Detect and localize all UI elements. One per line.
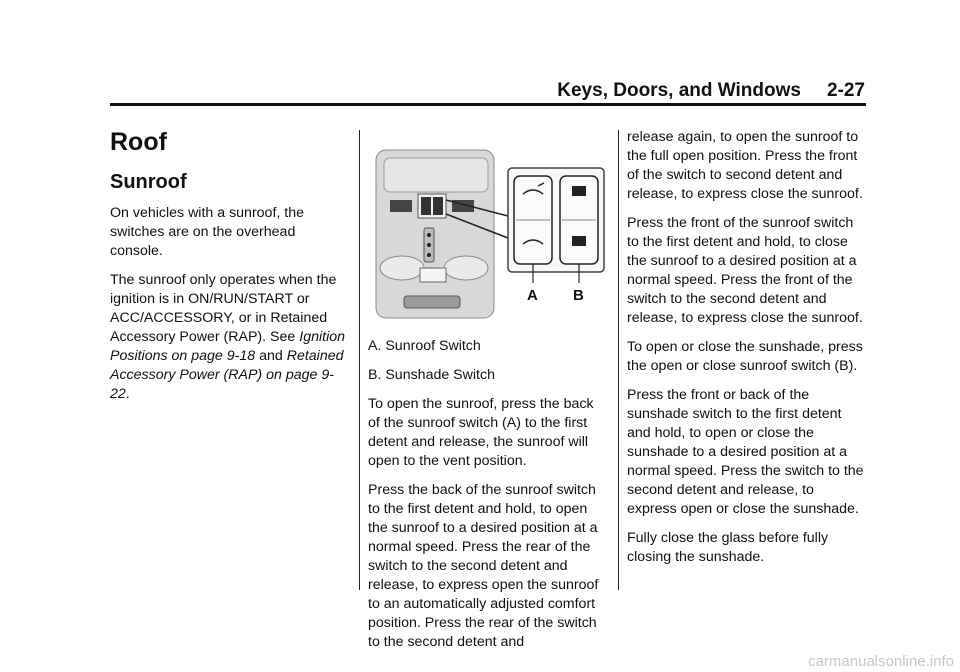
- subsection-title: Sunroof: [110, 171, 187, 193]
- section-title: Roof: [110, 128, 167, 156]
- conjunction-text: and: [259, 348, 283, 364]
- header-rule: [110, 103, 866, 106]
- label-b: B: [573, 287, 584, 304]
- column-divider-2: [618, 130, 619, 590]
- column-2: [368, 128, 608, 662]
- watermark: carmanualsonline.info: [808, 653, 954, 670]
- overhead-console-illustration: [368, 138, 608, 323]
- paragraph: Fully close the glass before fully closing the sunshade.: [627, 530, 829, 565]
- paragraph-text: The sunroof only operates when the ignition is in ON/RUN/START or ACC/ACCESSORY, or in Retained Accessory Power (RAP). See: [110, 272, 337, 345]
- paragraph: Press the back of the sunroof switch to the first detent and hold, to open the sunroof to a desired position at a normal speed. Press the rear of the switch to the second detent and release, to express open the sunroof to an automatically adjusted comfort position. Press the rear of the switch to the second detent and: [368, 482, 599, 650]
- cross-reference-link[interactable]: Ignition Positions on page 9-18: [110, 329, 345, 364]
- paragraph: Press the front or back of the sunshade switch to the first detent and hold, to open or close the sunshade to a desired position at a normal speed. Press the switch to the second detent and release, to express open or close the sunshade.: [627, 387, 864, 517]
- paragraph: To open the sunroof, press the back of the sunroof switch (A) to the first detent and release, the sunroof will open to the vent position.: [368, 396, 594, 469]
- page-header: [110, 80, 865, 102]
- page-number: 2-27: [826, 80, 865, 101]
- column-1: [110, 128, 350, 414]
- paragraph: Press the front of the sunroof switch to the first detent and hold, to close the sunroof to a desired position at a normal speed. Press the front of the switch to the second detent and release, to express close the sunroof.: [627, 215, 863, 326]
- caption-b: B. Sunshade Switch: [368, 367, 495, 383]
- period-text: .: [125, 386, 130, 402]
- cross-reference-link[interactable]: Retained Accessory Power (RAP) on page 9-22: [110, 348, 344, 402]
- paragraph: On vehicles with a sunroof, the switches are on the overhead console.: [110, 205, 304, 259]
- column-divider-1: [359, 130, 360, 590]
- header-title: Keys, Doors, and Windows: [557, 80, 801, 101]
- caption-a: A. Sunroof Switch: [368, 338, 481, 354]
- paragraph: [110, 271, 350, 404]
- column-3: [627, 128, 867, 577]
- paragraph: release again, to open the sunroof to the full open position. Press the front of the switch to second detent and release, to express close the sunroof.: [627, 129, 863, 202]
- console-drawing: [368, 138, 608, 323]
- label-a: A: [527, 287, 538, 304]
- paragraph: To open or close the sunshade, press the open or close sunroof switch (B).: [627, 339, 863, 374]
- figure-captions: [368, 337, 608, 385]
